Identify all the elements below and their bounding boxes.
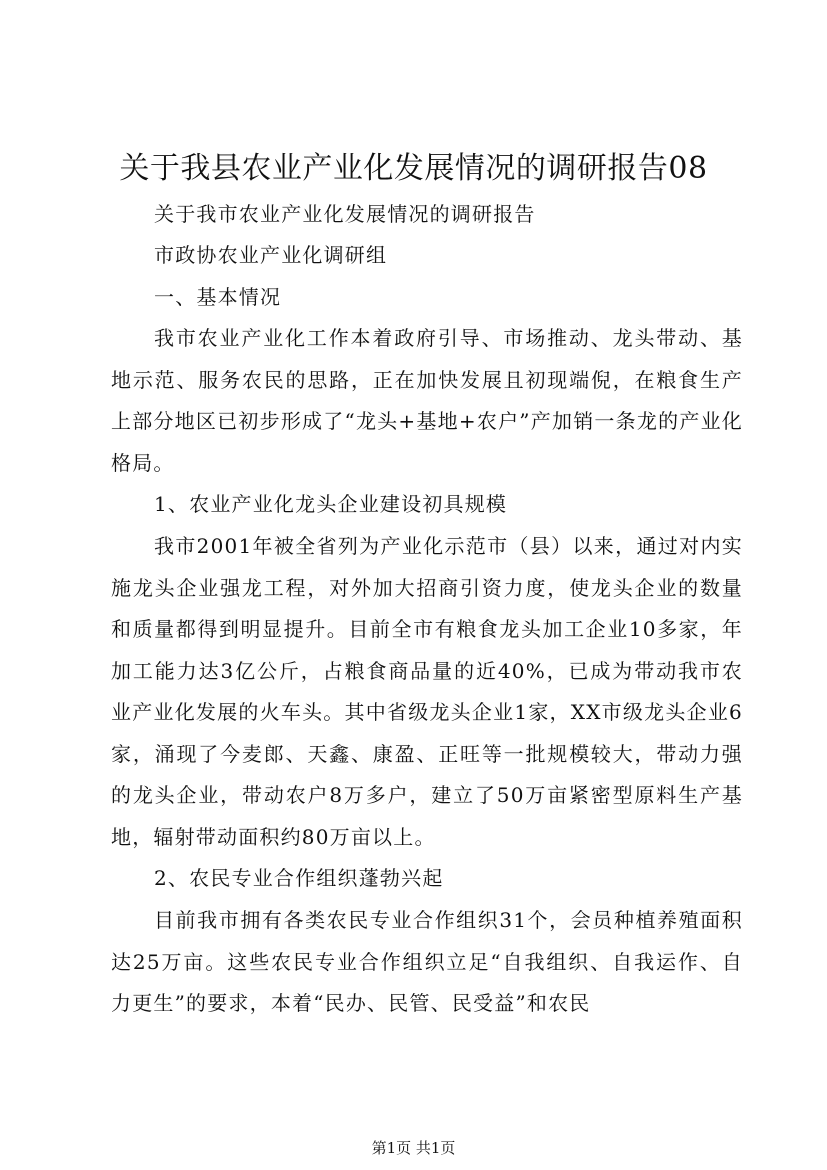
document-title: 关于我县农业产业化发展情况的调研报告08 xyxy=(119,151,708,186)
subsection-heading: 2、农民专业合作组织蓬勃兴起 xyxy=(154,866,444,890)
author-line: 市政协农业产业化调研组 xyxy=(154,243,388,267)
page-number-footer: 第1页 共1页 xyxy=(371,1139,456,1157)
subsection-heading: 1、农业产业化龙头企业建设初具规模 xyxy=(154,492,508,516)
subtitle-line: 关于我市农业产业化发展情况的调研报告 xyxy=(154,202,536,226)
body-paragraph: 我市农业产业化工作本着政府引导、市场推动、龙头带动、基地示范、服务农民的思路，正在加快发展且初现端倪，在粮食生产上部分地区已初步形成了“龙头+基地+农户”产加销一条龙的产业化格局。 xyxy=(111,326,743,475)
body-paragraph: 我市2001年被全省列为产业化示范市（县）以来，通过对内实施龙头企业强龙工程，对外加大招商引资力度，使龙头企业的数量和质量都得到明显提升。目前全市有粮食龙头加工企业10多家，年加工能力达3亿公斤，占粮食商品量的近40%，已成为带动我市农业产业化发展的火车头。其中省级龙头企业1家，XX市级龙头企业6家，涌现了今麦郎、天鑫、康盈、正旺等一批规模较大，带动力强的龙头企业，带动农户8万多户，建立了50万亩紧密型原料生产基地，辐射带动面积约80万亩以上。 xyxy=(111,534,743,849)
body-paragraph: 目前我市拥有各类农民专业合作组织31个，会员种植养殖面积达25万亩。这些农民专业合作组织立足“自我组织、自我运作、自力更生”的要求，本着“民办、民管、民受益”和农民 xyxy=(111,908,743,1015)
section-heading: 一、基本情况 xyxy=(154,285,282,309)
